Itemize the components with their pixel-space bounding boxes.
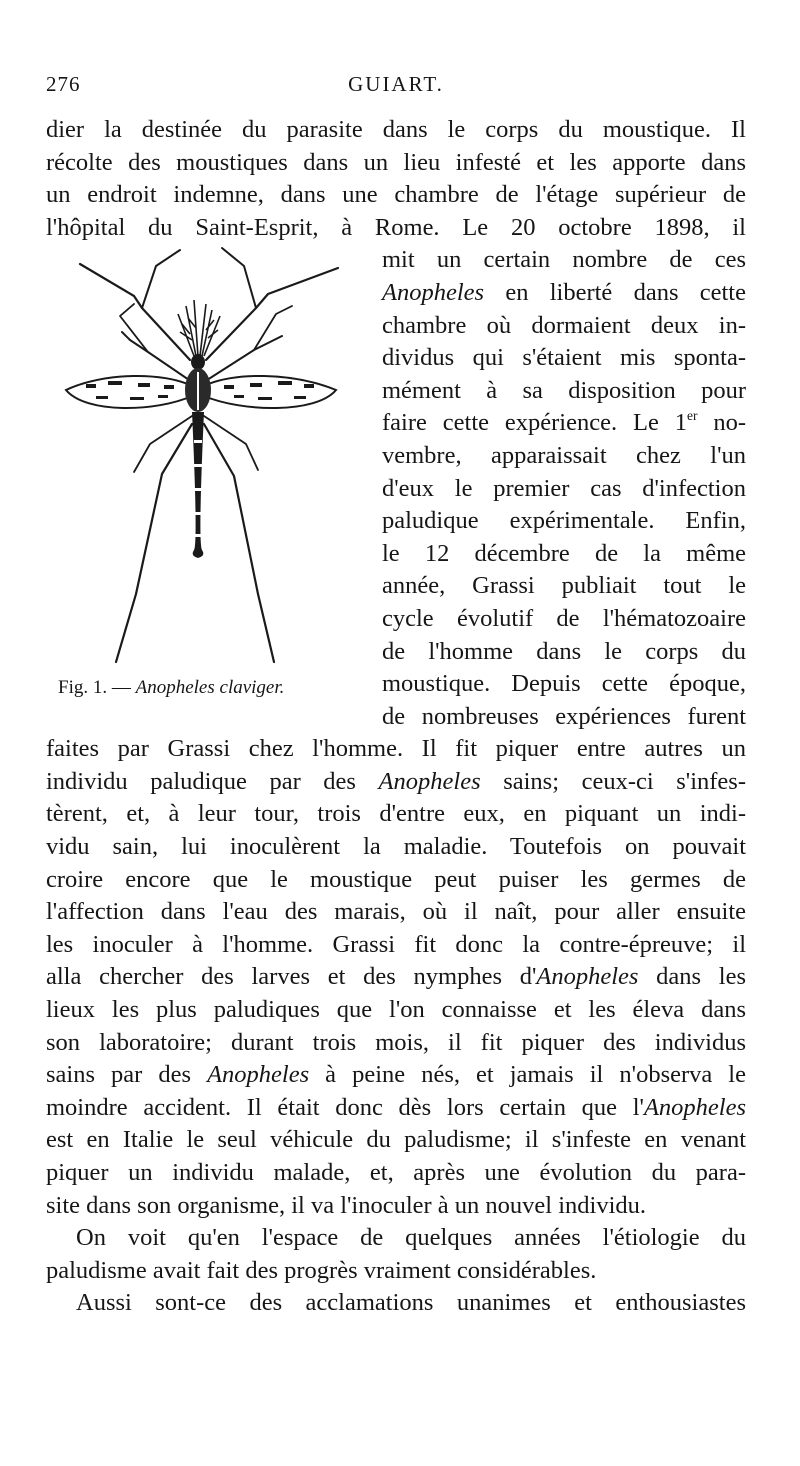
- text-line: paludique expérimentale. Enfin,: [382, 507, 746, 535]
- text-line: tèrent, et, à leur tour, trois d'entre eux, en piquant un indi-: [46, 800, 746, 828]
- text-line: croire encore que le moustique peut puiser les germes de: [46, 865, 746, 893]
- text-line: les inoculer à l'homme. Grassi fit donc la contre-épreuve; il: [46, 930, 746, 958]
- superscript: er: [686, 408, 698, 424]
- mosquito-illustration: [46, 244, 358, 674]
- text-line: vidu sain, lui inoculèrent la maladie. Toutefois on pouvait: [46, 833, 746, 861]
- body-text: [46, 114, 746, 1320]
- text-line: paludisme avait fait des progrès vraiment considérables.: [46, 1256, 597, 1284]
- text-line: individu paludique par des Anopheles sains; ceux-ci s'infes-: [46, 767, 746, 795]
- text-line: faites par Grassi chez l'homme. Il fit piquer entre autres un: [46, 735, 746, 763]
- italic-term: Anopheles: [378, 767, 481, 795]
- figure-wrap-area: [46, 244, 746, 733]
- text-line: faire cette expérience. Le 1er no-: [382, 408, 746, 437]
- text-line: le 12 décembre de la même: [382, 539, 746, 567]
- text-line: un endroit indemne, dans une chambre de l'étage supérieur de: [46, 181, 746, 209]
- caption-species: Anopheles claviger.: [135, 677, 285, 699]
- text-line: d'eux le premier cas d'infection: [382, 474, 746, 502]
- text-line: de l'homme dans le corps du: [382, 637, 746, 665]
- text-line: dividus qui s'étaient mis sponta-: [382, 344, 746, 372]
- text-line: cycle évolutif de l'hématozoaire: [382, 604, 746, 632]
- page-header: [46, 72, 746, 104]
- running-head: GUIART.: [348, 72, 444, 96]
- text-line: site dans son organisme, il va l'inoculer à un nouvel individu.: [46, 1191, 647, 1219]
- page-number: 276: [46, 72, 81, 96]
- text-line: mit un certain nombre de ces: [382, 246, 746, 274]
- text-line: est en Italie le seul véhicule du paludisme; il s'infeste en venant: [46, 1126, 746, 1154]
- text-line: alla chercher des larves et des nymphes d'Anopheles dans les: [46, 963, 746, 991]
- text-line: Anopheles en liberté dans cette: [382, 278, 746, 306]
- text-line: l'hôpital du Saint-Esprit, à Rome. Le 20 octobre 1898, il: [46, 213, 746, 241]
- italic-term: Anopheles: [536, 963, 639, 991]
- italic-term: Anopheles: [643, 1093, 746, 1121]
- mosquito-figure: [46, 244, 358, 700]
- text-line: récolte des moustiques dans un lieu infesté et les apporte dans: [46, 148, 746, 176]
- text-line: chambre où dormaient deux in-: [382, 311, 746, 339]
- text-line: moustique. Depuis cette époque,: [382, 670, 746, 698]
- text-line: sains par des Anopheles à peine nés, et jamais il n'observa le: [46, 1061, 746, 1089]
- text-line: son laboratoire; durant trois mois, il fit piquer des individus: [46, 1028, 746, 1056]
- text-line: l'affection dans l'eau des marais, où il naît, pour aller ensuite: [46, 898, 746, 926]
- text-line: On voit qu'en l'espace de quelques années l'étiologie du: [76, 1224, 746, 1252]
- text-line: de nombreuses expériences furent: [382, 702, 746, 730]
- text-line: moindre accident. Il était donc dès lors certain que l'Anopheles: [46, 1093, 746, 1121]
- text-line: piquer un individu malade, et, après une évolution du para-: [46, 1159, 746, 1186]
- text-line: mément à sa disposition pour: [382, 376, 746, 404]
- caption-label: Fig. 1. —: [58, 677, 131, 699]
- italic-term: Anopheles: [382, 278, 485, 306]
- text-line: dier la destinée du parasite dans le corps du moustique. Il: [46, 116, 746, 143]
- text-line: vembre, apparaissait chez l'un: [382, 441, 746, 469]
- italic-term: Anopheles: [207, 1061, 310, 1089]
- text-line: lieux les plus paludiques que l'on connaisse et les éleva dans: [46, 996, 746, 1024]
- figure-caption: [58, 672, 358, 705]
- text-line: année, Grassi publiait tout le: [382, 572, 746, 600]
- text-line: Aussi sont-ce des acclamations unanimes et enthousiastes: [76, 1289, 746, 1317]
